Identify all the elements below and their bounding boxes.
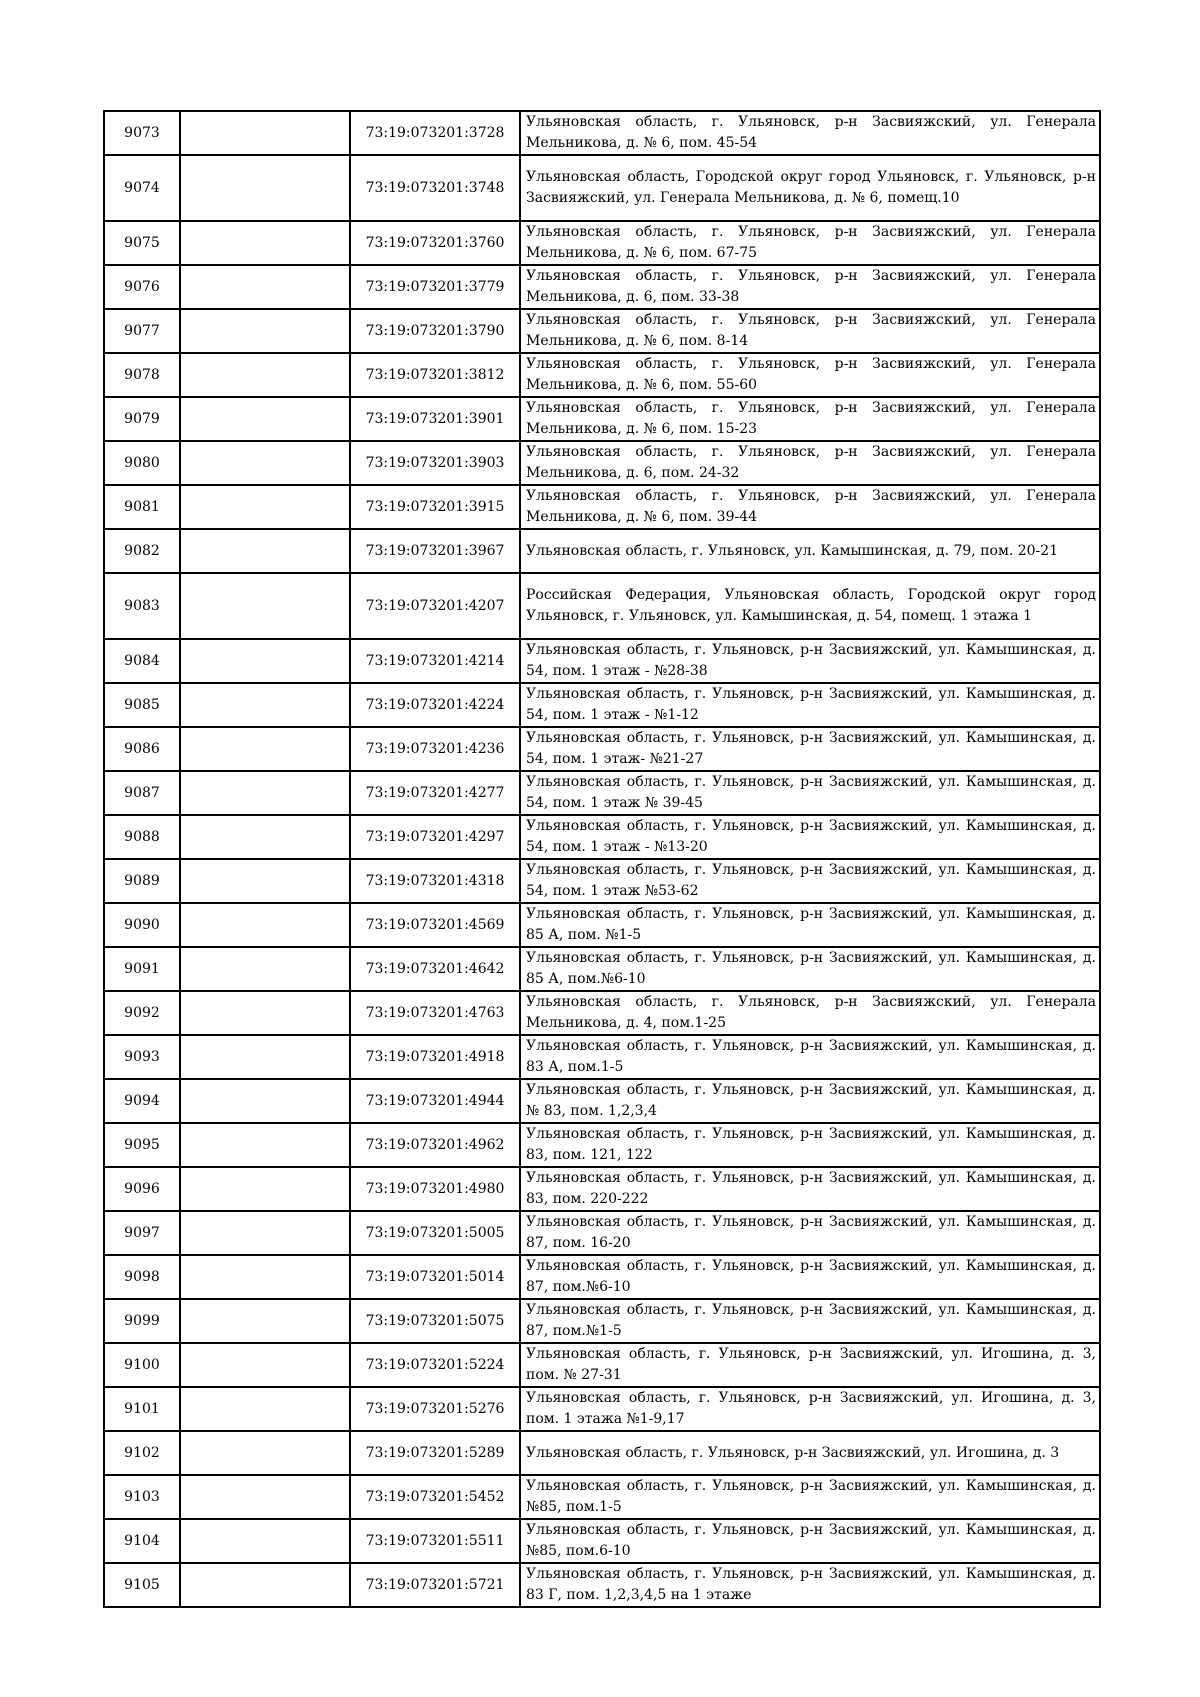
property-registry-table (103, 110, 1101, 1608)
row-number-cell: 9081 (104, 485, 180, 529)
owner-cell (180, 727, 350, 771)
table-row (104, 573, 1100, 639)
table-row (104, 1475, 1100, 1519)
row-number-cell: 9096 (104, 1167, 180, 1211)
table-row (104, 529, 1100, 573)
owner-cell (180, 309, 350, 353)
table-row (104, 1563, 1100, 1607)
cadastral-number-cell: 73:19:073201:5511 (350, 1519, 520, 1563)
cadastral-number-cell: 73:19:073201:3790 (350, 309, 520, 353)
row-number-cell: 9098 (104, 1255, 180, 1299)
owner-cell (180, 155, 350, 221)
row-number-cell: 9088 (104, 815, 180, 859)
owner-cell (180, 1211, 350, 1255)
address-cell: Ульяновская область, г. Ульяновск, р-н Засвияжский, ул. Игошина, д. 3, пом. № 27-31 (520, 1343, 1100, 1387)
address-cell: Ульяновская область, г. Ульяновск, р-н Засвияжский, ул. Генерала Мельникова, д. № 6, пом. 15-23 (520, 397, 1100, 441)
table-row (104, 815, 1100, 859)
owner-cell (180, 573, 350, 639)
owner-cell (180, 639, 350, 683)
cadastral-number-cell: 73:19:073201:4918 (350, 1035, 520, 1079)
address-cell: Ульяновская область, г. Ульяновск, р-н Засвияжский, ул. Игошина, д. 3, пом. 1 этажа №1-9,17 (520, 1387, 1100, 1431)
row-number-cell: 9083 (104, 573, 180, 639)
table-row (104, 1343, 1100, 1387)
address-cell: Ульяновская область, г. Ульяновск, р-н Засвияжский, ул. Генерала Мельникова, д. № 6, пом. 39-44 (520, 485, 1100, 529)
table-row (104, 1123, 1100, 1167)
row-number-cell: 9073 (104, 111, 180, 155)
cadastral-number-cell: 73:19:073201:5276 (350, 1387, 520, 1431)
table-row (104, 903, 1100, 947)
owner-cell (180, 771, 350, 815)
table-row (104, 309, 1100, 353)
owner-cell (180, 529, 350, 573)
owner-cell (180, 441, 350, 485)
address-cell: Ульяновская область, г. Ульяновск, р-н Засвияжский, ул. Камышинская, д. 83, пом. 121, 122 (520, 1123, 1100, 1167)
owner-cell (180, 859, 350, 903)
row-number-cell: 9103 (104, 1475, 180, 1519)
cadastral-number-cell: 73:19:073201:4944 (350, 1079, 520, 1123)
cadastral-number-cell: 73:19:073201:4297 (350, 815, 520, 859)
table-row (104, 1255, 1100, 1299)
owner-cell (180, 1387, 350, 1431)
owner-cell (180, 991, 350, 1035)
table-row (104, 727, 1100, 771)
cadastral-number-cell: 73:19:073201:5014 (350, 1255, 520, 1299)
owner-cell (180, 353, 350, 397)
row-number-cell: 9078 (104, 353, 180, 397)
cadastral-number-cell: 73:19:073201:4318 (350, 859, 520, 903)
row-number-cell: 9084 (104, 639, 180, 683)
table-body (104, 111, 1100, 1607)
cadastral-number-cell: 73:19:073201:3901 (350, 397, 520, 441)
owner-cell (180, 1299, 350, 1343)
address-cell: Ульяновская область, г. Ульяновск, р-н Засвияжский, ул. Камышинская, д. 54, пом. 1 этаж - №13-20 (520, 815, 1100, 859)
table-row (104, 111, 1100, 155)
table-row (104, 639, 1100, 683)
cadastral-number-cell: 73:19:073201:3967 (350, 529, 520, 573)
cadastral-number-cell: 73:19:073201:3903 (350, 441, 520, 485)
owner-cell (180, 1475, 350, 1519)
address-cell: Ульяновская область, г. Ульяновск, р-н Засвияжский, ул. Генерала Мельникова, д. № 6, пом. 45-54 (520, 111, 1100, 155)
row-number-cell: 9086 (104, 727, 180, 771)
address-cell: Ульяновская область, г. Ульяновск, р-н Засвияжский, ул. Камышинская, д. 87, пом. 16-20 (520, 1211, 1100, 1255)
table-row (104, 1299, 1100, 1343)
address-cell: Ульяновская область, г. Ульяновск, р-н Засвияжский, ул. Камышинская, д. № 83, пом. 1,2,3,4 (520, 1079, 1100, 1123)
address-cell: Ульяновская область, г. Ульяновск, р-н Засвияжский, ул. Камышинская, д. №85, пом.6-10 (520, 1519, 1100, 1563)
table-row (104, 771, 1100, 815)
cadastral-number-cell: 73:19:073201:4980 (350, 1167, 520, 1211)
table-row (104, 353, 1100, 397)
owner-cell (180, 485, 350, 529)
row-number-cell: 9075 (104, 221, 180, 265)
row-number-cell: 9095 (104, 1123, 180, 1167)
table-row (104, 1211, 1100, 1255)
table-row (104, 221, 1100, 265)
row-number-cell: 9082 (104, 529, 180, 573)
row-number-cell: 9079 (104, 397, 180, 441)
address-cell: Ульяновская область, г. Ульяновск, р-н Засвияжский, ул. Игошина, д. 3 (520, 1431, 1100, 1475)
cadastral-number-cell: 73:19:073201:5005 (350, 1211, 520, 1255)
owner-cell (180, 1167, 350, 1211)
cadastral-number-cell: 73:19:073201:5721 (350, 1563, 520, 1607)
owner-cell (180, 397, 350, 441)
owner-cell (180, 1123, 350, 1167)
row-number-cell: 9097 (104, 1211, 180, 1255)
cadastral-number-cell: 73:19:073201:5224 (350, 1343, 520, 1387)
cadastral-number-cell: 73:19:073201:4224 (350, 683, 520, 727)
table-row (104, 1167, 1100, 1211)
address-cell: Ульяновская область, Городской округ город Ульяновск, г. Ульяновск, р-н Засвияжский, ул. Генерала Мельникова, д. № 6, помещ.10 (520, 155, 1100, 221)
cadastral-number-cell: 73:19:073201:4763 (350, 991, 520, 1035)
table-row (104, 397, 1100, 441)
cadastral-number-cell: 73:19:073201:4214 (350, 639, 520, 683)
address-cell: Ульяновская область, г. Ульяновск, р-н Засвияжский, ул. Камышинская, д. 85 А, пом.№6-10 (520, 947, 1100, 991)
address-cell: Ульяновская область, г. Ульяновск, р-н Засвияжский, ул. Генерала Мельникова, д. № 6, пом. 8-14 (520, 309, 1100, 353)
address-cell: Ульяновская область, г. Ульяновск, р-н Засвияжский, ул. Генерала Мельникова, д. № 6, пом. 55-60 (520, 353, 1100, 397)
table-row (104, 1079, 1100, 1123)
owner-cell (180, 1431, 350, 1475)
address-cell: Ульяновская область, г. Ульяновск, р-н Засвияжский, ул. Камышинская, д. 54, пом. 1 этаж- №21-27 (520, 727, 1100, 771)
address-cell: Ульяновская область, г. Ульяновск, р-н Засвияжский, ул. Камышинская, д. 54, пом. 1 этаж № 39-45 (520, 771, 1100, 815)
address-cell: Ульяновская область, г. Ульяновск, ул. Камышинская, д. 79, пом. 20-21 (520, 529, 1100, 573)
address-cell: Ульяновская область, г. Ульяновск, р-н Засвияжский, ул. Камышинская, д. 83, пом. 220-222 (520, 1167, 1100, 1211)
table-row (104, 265, 1100, 309)
owner-cell (180, 815, 350, 859)
row-number-cell: 9099 (104, 1299, 180, 1343)
row-number-cell: 9094 (104, 1079, 180, 1123)
address-cell: Ульяновская область, г. Ульяновск, р-н Засвияжский, ул. Генерала Мельникова, д. 6, пом. 33-38 (520, 265, 1100, 309)
cadastral-number-cell: 73:19:073201:5452 (350, 1475, 520, 1519)
owner-cell (180, 111, 350, 155)
address-cell: Ульяновская область, г. Ульяновск, р-н Засвияжский, ул. Генерала Мельникова, д. 6, пом. 24-32 (520, 441, 1100, 485)
cadastral-number-cell: 73:19:073201:5075 (350, 1299, 520, 1343)
owner-cell (180, 683, 350, 727)
owner-cell (180, 947, 350, 991)
row-number-cell: 9085 (104, 683, 180, 727)
cadastral-number-cell: 73:19:073201:4207 (350, 573, 520, 639)
cadastral-number-cell: 73:19:073201:3760 (350, 221, 520, 265)
row-number-cell: 9102 (104, 1431, 180, 1475)
row-number-cell: 9093 (104, 1035, 180, 1079)
address-cell: Российская Федерация, Ульяновская область, Городской округ город Ульяновск, г. Ульяновск, ул. Камышинская, д. 54, помещ. 1 этажа 1 (520, 573, 1100, 639)
table-row (104, 991, 1100, 1035)
cadastral-number-cell: 73:19:073201:3748 (350, 155, 520, 221)
owner-cell (180, 903, 350, 947)
address-cell: Ульяновская область, г. Ульяновск, р-н Засвияжский, ул. Камышинская, д. №85, пом.1-5 (520, 1475, 1100, 1519)
row-number-cell: 9105 (104, 1563, 180, 1607)
address-cell: Ульяновская область, г. Ульяновск, р-н Засвияжский, ул. Камышинская, д. 85 А, пом. №1-5 (520, 903, 1100, 947)
row-number-cell: 9087 (104, 771, 180, 815)
cadastral-number-cell: 73:19:073201:3728 (350, 111, 520, 155)
address-cell: Ульяновская область, г. Ульяновск, р-н Засвияжский, ул. Генерала Мельникова, д. № 6, пом. 67-75 (520, 221, 1100, 265)
address-cell: Ульяновская область, г. Ульяновск, р-н Засвияжский, ул. Камышинская, д. 83 А, пом.1-5 (520, 1035, 1100, 1079)
table-row (104, 485, 1100, 529)
cadastral-number-cell: 73:19:073201:3779 (350, 265, 520, 309)
cadastral-number-cell: 73:19:073201:5289 (350, 1431, 520, 1475)
address-cell: Ульяновская область, г. Ульяновск, р-н Засвияжский, ул. Камышинская, д. 87, пом.№6-10 (520, 1255, 1100, 1299)
table-row (104, 683, 1100, 727)
row-number-cell: 9080 (104, 441, 180, 485)
row-number-cell: 9092 (104, 991, 180, 1035)
table-row (104, 155, 1100, 221)
table-row (104, 441, 1100, 485)
table-row (104, 1387, 1100, 1431)
owner-cell (180, 1343, 350, 1387)
row-number-cell: 9100 (104, 1343, 180, 1387)
owner-cell (180, 221, 350, 265)
address-cell: Ульяновская область, г. Ульяновск, р-н Засвияжский, ул. Камышинская, д. 54, пом. 1 этаж - №28-38 (520, 639, 1100, 683)
row-number-cell: 9074 (104, 155, 180, 221)
row-number-cell: 9077 (104, 309, 180, 353)
owner-cell (180, 1519, 350, 1563)
cadastral-number-cell: 73:19:073201:4277 (350, 771, 520, 815)
address-cell: Ульяновская область, г. Ульяновск, р-н Засвияжский, ул. Камышинская, д. 54, пом. 1 этаж №53-62 (520, 859, 1100, 903)
row-number-cell: 9089 (104, 859, 180, 903)
row-number-cell: 9076 (104, 265, 180, 309)
table-row (104, 859, 1100, 903)
owner-cell (180, 265, 350, 309)
owner-cell (180, 1079, 350, 1123)
row-number-cell: 9101 (104, 1387, 180, 1431)
owner-cell (180, 1255, 350, 1299)
table-row (104, 1431, 1100, 1475)
row-number-cell: 9091 (104, 947, 180, 991)
table-row (104, 1519, 1100, 1563)
cadastral-number-cell: 73:19:073201:3812 (350, 353, 520, 397)
cadastral-number-cell: 73:19:073201:4236 (350, 727, 520, 771)
cadastral-number-cell: 73:19:073201:3915 (350, 485, 520, 529)
address-cell: Ульяновская область, г. Ульяновск, р-н Засвияжский, ул. Камышинская, д. 54, пом. 1 этаж - №1-12 (520, 683, 1100, 727)
address-cell: Ульяновская область, г. Ульяновск, р-н Засвияжский, ул. Генерала Мельникова, д. 4, пом.1-25 (520, 991, 1100, 1035)
table-row (104, 1035, 1100, 1079)
row-number-cell: 9104 (104, 1519, 180, 1563)
owner-cell (180, 1563, 350, 1607)
address-cell: Ульяновская область, г. Ульяновск, р-н Засвияжский, ул. Камышинская, д. 83 Г, пом. 1,2,3,4,5 на 1 этаже (520, 1563, 1100, 1607)
cadastral-number-cell: 73:19:073201:4642 (350, 947, 520, 991)
table-row (104, 947, 1100, 991)
row-number-cell: 9090 (104, 903, 180, 947)
cadastral-number-cell: 73:19:073201:4962 (350, 1123, 520, 1167)
owner-cell (180, 1035, 350, 1079)
address-cell: Ульяновская область, г. Ульяновск, р-н Засвияжский, ул. Камышинская, д. 87, пом.№1-5 (520, 1299, 1100, 1343)
cadastral-number-cell: 73:19:073201:4569 (350, 903, 520, 947)
